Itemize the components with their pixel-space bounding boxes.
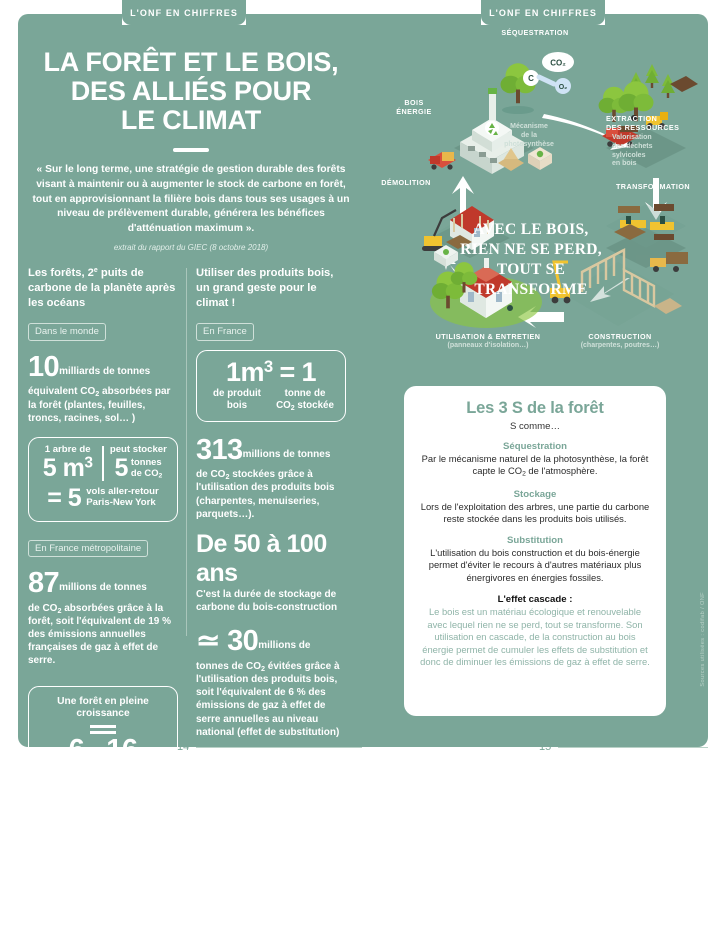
tree-box-equals: = 5 xyxy=(47,483,82,512)
equals-symbol-right xyxy=(296,855,315,862)
title-line-3: LE CLIMAT xyxy=(120,105,262,136)
energy-result-unit: tonne de $CO_2$ évitée xyxy=(283,889,328,912)
tree-box-flights: vols aller-retour Paris-New York xyxy=(86,486,159,509)
tree-box-value-left: 5 $m^3$ xyxy=(42,454,93,483)
label-bois-energie: BOIS ÉNERGIE xyxy=(396,98,432,116)
wood-truck-icon xyxy=(428,152,456,170)
giec-quote-source: extrait du rapport du GIEC (8 octobre 2018) xyxy=(113,242,269,252)
headline-block xyxy=(28,48,354,252)
tree-box-label-right: peut stocker xyxy=(109,443,167,455)
s-head-substitution: Substitution xyxy=(507,534,563,546)
growing-forest-range xyxy=(37,736,169,765)
growing-forest-heading: Une forêt en pleine croissance xyxy=(57,695,149,720)
label-transformation: TRANSFORMATION xyxy=(615,182,691,191)
title-divider xyxy=(173,148,209,152)
three-s-card xyxy=(404,386,666,716)
column-separator xyxy=(186,268,187,636)
cycle-diagram-svg xyxy=(368,30,702,370)
construction-result: 1,6 xyxy=(221,874,252,900)
label-extraction: EXTRACTION DES RESSOURCES xyxy=(606,114,680,132)
label-sequestration: SÉQUESTRATION xyxy=(501,28,569,37)
slogan-line-3: TOUT SE xyxy=(496,261,566,279)
s-block-sequestration xyxy=(420,441,650,480)
column-title-forests: Les forêts, 2e puits de carbone de la planète après les océans xyxy=(28,267,176,309)
footer-rule-right xyxy=(558,747,708,748)
cascade-body: Le bois est un matériau écologique et renouvelable avec lequel rien ne se perd, tout se transforme. Son utilisation en cascade, de la construction au bois énergie permet de cumuler les effets de substitution et donc de diminuer les émissions de gaz à effet de serre. xyxy=(420,606,650,668)
page-number-left: 14 xyxy=(177,741,190,753)
label-construction-sub: (charpentes, poutres…) xyxy=(580,342,660,349)
badge-en-france: En France xyxy=(196,323,254,341)
svg-text:C: C xyxy=(528,74,534,83)
substitution-cell-energy xyxy=(271,762,340,922)
cascade-heading: L'effet cascade : xyxy=(497,594,573,606)
stat-world-detail: équivalent $CO_2$ absorbées par la forêt (plantes, feuilles, troncs, racines, sol… ) xyxy=(28,386,171,424)
s-block-stockage xyxy=(420,489,650,526)
slogan-line-1: AVEC LE BOIS, xyxy=(473,221,589,238)
page-title xyxy=(28,48,354,135)
duration-heading: De 50 à 100 ans xyxy=(196,529,327,587)
card-subtitle: S comme… xyxy=(509,421,561,432)
stat-avoided-detail: tonnes de $CO_2$ évitées grâce à l'utilisation des produits bois, soit l'équivalent de 6 % des émissions de gaz à effet de serre annuelles au niveau national (effet de substitution) xyxy=(196,660,340,738)
stat-world-number: 10 xyxy=(28,350,60,383)
title-line-1: LA FORÊT ET LE BOIS, xyxy=(43,47,339,77)
energy-result: 0,5 xyxy=(290,863,321,889)
s-body-stockage: Lors de l'exploitation des arbres, une partie du carbone reste stockée dans les produits bois utilisés. xyxy=(420,501,650,525)
stat-avoided-unit: millions de xyxy=(258,640,311,652)
svg-text:CO₂: CO₂ xyxy=(550,58,566,68)
wood-cycle-illustration xyxy=(368,30,702,370)
slogan-line-4: TRANSFORME xyxy=(474,281,588,299)
badge-en-france-metropolitaine: En France métropolitaine xyxy=(28,540,148,558)
stat-stock-number: 313 xyxy=(196,433,243,466)
equals-symbol-left xyxy=(227,866,246,873)
label-construction: CONSTRUCTION xyxy=(588,332,652,341)
growth-from: 6 xyxy=(68,734,85,767)
s-body-substitution: L'utilisation du bois construction et du bois-énergie permet d'éviter le recours à d'autres matériaux plus énergivores en énergies fossiles. xyxy=(428,546,642,583)
svg-text:O₂: O₂ xyxy=(558,84,568,91)
duration-text: C'est la durée de stockage de carbone du bois-construction xyxy=(196,588,338,614)
tree-box-value-right: 5 xyxy=(114,454,128,483)
cubic-meter-box xyxy=(196,350,346,422)
stat-avoided-co2 xyxy=(196,624,346,739)
s-head-sequestration: Séquestration xyxy=(503,441,567,452)
label-utilisation-sub: (panneaux d'isolation…) xyxy=(447,342,529,349)
growing-forest-box xyxy=(28,686,178,817)
growing-forest-footer: tonnes de $CO_2$ absorbées par hectare et par an. xyxy=(49,768,157,805)
stat-stock-unit: millions de tonnes xyxy=(242,448,331,460)
s-head-stockage: Stockage xyxy=(513,489,557,501)
label-photosynthese: Mécanisme de la photosynthèse xyxy=(504,123,554,148)
stat-stocked-co2 xyxy=(196,433,346,521)
cubic-meter-right-label: tonne de $CO_2$ stockée xyxy=(276,388,334,412)
stat-world-unit: milliards de tonnes xyxy=(59,365,151,377)
stat-france-number: 87 xyxy=(28,567,60,600)
substitution-cell-construction xyxy=(202,762,271,922)
construction-desc: tonne de bois-construction utilisée en alternative à d'autres matériaux xyxy=(208,787,265,861)
cubic-meter-equation: $1m^3 = 1$ xyxy=(226,356,316,388)
tab-onf-chiffres-right[interactable]: L'ONF EN CHIFFRES xyxy=(481,0,605,25)
stats-column-wood-products xyxy=(196,266,346,932)
stat-world-absorption xyxy=(28,350,178,425)
growth-word: à xyxy=(91,746,99,763)
energy-tonnage: 1 xyxy=(299,760,312,786)
carbon-bubble-icon xyxy=(523,70,539,86)
s-body-sequestration: Par le mécanisme naturel de la photosynthèse, la forêt capte le $CO_2$ de l'atmosphère. xyxy=(421,453,649,479)
construction-result-unit: tonne de $CO_2$ évitées xyxy=(212,899,261,922)
badge-dans-le-monde: Dans le monde xyxy=(28,323,106,341)
energy-desc: tonne de bois-énergie utilisée en alternative aux énergies fossiles xyxy=(277,787,334,851)
tab-onf-chiffres-left[interactable]: L'ONF EN CHIFFRES xyxy=(122,0,246,25)
label-utilisation: UTILISATION & ENTRETIEN xyxy=(435,332,541,341)
equals-symbol xyxy=(90,725,116,734)
stat-stock-detail: de $CO_2$ stockées grâce à l'utilisation des produits bois (charpentes, menuiseries, parquets…). xyxy=(196,469,335,520)
stat-france-unit: millions de tonnes xyxy=(59,582,147,594)
stat-france-absorption xyxy=(28,566,178,667)
co2-bubble-icon xyxy=(542,52,574,72)
stat-avoided-number: ≃ 30 xyxy=(196,625,259,658)
label-extraction-sub: Valorisation des déchets sylvicoles en bois xyxy=(612,134,653,168)
illustration-slogan xyxy=(446,220,616,301)
substitution-comparison-box xyxy=(196,752,346,932)
slogan-line-2: RIEN NE SE PERD, xyxy=(460,241,602,259)
card-title: Les 3 S de la forêt xyxy=(466,399,604,417)
pellet-sack-icon xyxy=(528,147,552,170)
cubic-meter-left-label: de produit bois xyxy=(213,388,261,411)
tree-storage-box xyxy=(28,437,178,522)
giec-quote: « Sur le long terme, une stratégie de gestion durable des forêts visant à maintenir ou à augmenter le stock de carbone en forêt, tout en approvisionnant la filière bois dans tous ses usages à un niveau de prélèvement durable, générera les bénéfices d'atténuation maximum ». xyxy=(32,164,350,234)
construction-tonnage: 1 xyxy=(230,760,243,786)
s-block-substitution xyxy=(420,535,650,584)
stat-france-detail: de $CO_2$ absorbées grâce à la forêt, soit l'équivalent de 19 % des émissions annuelles françaises de gaz à effet de serre. xyxy=(28,602,171,667)
footer-rule-left xyxy=(196,747,362,748)
tree-box-label-left: 1 arbre de xyxy=(44,443,91,455)
label-demolition: DÉMOLITION xyxy=(381,178,431,187)
tree-box-divider xyxy=(102,446,103,481)
page-number-right: 15 xyxy=(539,741,552,753)
stats-column-forests xyxy=(28,266,178,817)
growth-to: 16 xyxy=(106,734,138,767)
sources-note: Sources utilisées : codifab / ONF xyxy=(700,592,706,687)
oxygen-bubble-icon xyxy=(555,78,571,94)
title-line-2: DES ALLIÉS POUR xyxy=(70,76,312,107)
column-title-wood: Utiliser des produits bois, un grand geste pour le climat ! xyxy=(196,267,334,309)
tree-box-unit-right: tonnes de $CO_2$ xyxy=(130,456,163,480)
